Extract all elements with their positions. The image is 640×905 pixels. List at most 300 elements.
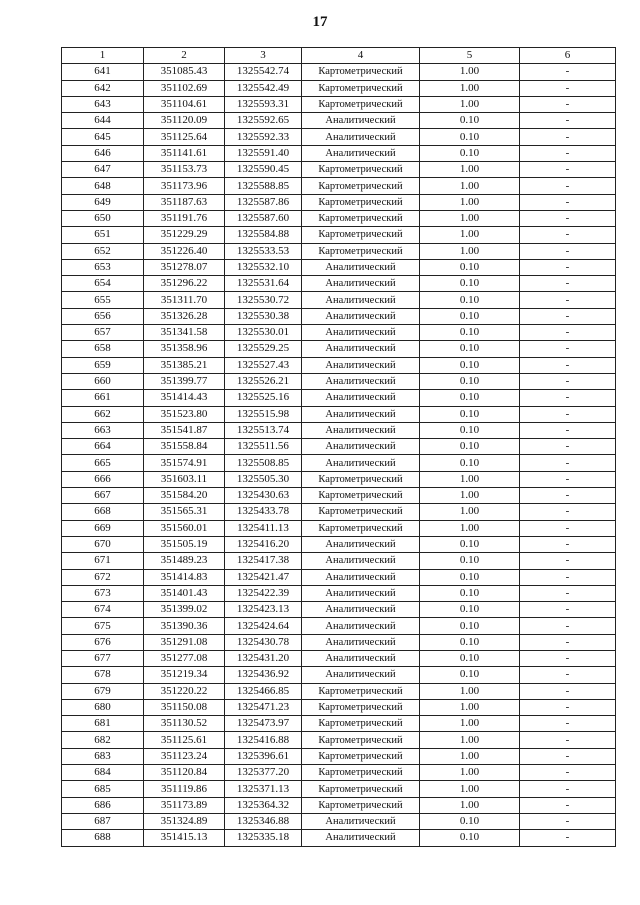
note-cell: - <box>520 373 616 389</box>
point-number-cell: 649 <box>62 194 144 210</box>
note-cell: - <box>520 634 616 650</box>
accuracy-cell: 0.10 <box>420 341 520 357</box>
accuracy-cell: 0.10 <box>420 406 520 422</box>
table-row <box>62 781 616 797</box>
x-coordinate-cell: 351130.52 <box>144 716 225 732</box>
method-cell: Аналитический <box>302 650 420 666</box>
note-cell: - <box>520 292 616 308</box>
accuracy-cell: 1.00 <box>420 243 520 259</box>
x-coordinate-cell: 351390.36 <box>144 618 225 634</box>
accuracy-cell: 0.10 <box>420 455 520 471</box>
method-cell: Картометрический <box>302 504 420 520</box>
point-number-cell: 662 <box>62 406 144 422</box>
point-number-cell: 674 <box>62 602 144 618</box>
point-number-cell: 652 <box>62 243 144 259</box>
table-row <box>62 813 616 829</box>
point-number-cell: 659 <box>62 357 144 373</box>
x-coordinate-cell: 351399.77 <box>144 373 225 389</box>
point-number-cell: 657 <box>62 325 144 341</box>
note-cell: - <box>520 276 616 292</box>
table-row <box>62 650 616 666</box>
accuracy-cell: 1.00 <box>420 96 520 112</box>
y-coordinate-cell: 1325591.40 <box>225 145 302 161</box>
table-row <box>62 797 616 813</box>
x-coordinate-cell: 351558.84 <box>144 439 225 455</box>
table-row <box>62 667 616 683</box>
point-number-cell: 655 <box>62 292 144 308</box>
point-number-cell: 673 <box>62 585 144 601</box>
method-cell: Аналитический <box>302 341 420 357</box>
accuracy-cell: 0.10 <box>420 439 520 455</box>
point-number-cell: 665 <box>62 455 144 471</box>
y-coordinate-cell: 1325466.85 <box>225 683 302 699</box>
x-coordinate-cell: 351173.96 <box>144 178 225 194</box>
note-cell: - <box>520 553 616 569</box>
y-coordinate-cell: 1325433.78 <box>225 504 302 520</box>
note-cell: - <box>520 471 616 487</box>
accuracy-cell: 1.00 <box>420 488 520 504</box>
accuracy-cell: 1.00 <box>420 520 520 536</box>
y-coordinate-cell: 1325430.78 <box>225 634 302 650</box>
method-cell: Картометрический <box>302 683 420 699</box>
note-cell: - <box>520 406 616 422</box>
point-number-cell: 679 <box>62 683 144 699</box>
point-number-cell: 648 <box>62 178 144 194</box>
accuracy-cell: 0.10 <box>420 553 520 569</box>
table-row <box>62 308 616 324</box>
point-number-cell: 667 <box>62 488 144 504</box>
point-number-cell: 644 <box>62 113 144 129</box>
table-row <box>62 390 616 406</box>
table-row <box>62 178 616 194</box>
x-coordinate-cell: 351120.09 <box>144 113 225 129</box>
table-row <box>62 373 616 389</box>
accuracy-cell: 1.00 <box>420 162 520 178</box>
y-coordinate-cell: 1325396.61 <box>225 748 302 764</box>
method-cell: Аналитический <box>302 276 420 292</box>
method-cell: Аналитический <box>302 585 420 601</box>
y-coordinate-cell: 1325430.63 <box>225 488 302 504</box>
point-number-cell: 650 <box>62 210 144 226</box>
y-coordinate-cell: 1325436.92 <box>225 667 302 683</box>
method-cell: Аналитический <box>302 813 420 829</box>
point-number-cell: 641 <box>62 64 144 80</box>
table-row <box>62 602 616 618</box>
y-coordinate-cell: 1325592.33 <box>225 129 302 145</box>
table-row <box>62 732 616 748</box>
accuracy-cell: 0.10 <box>420 650 520 666</box>
y-coordinate-cell: 1325416.88 <box>225 732 302 748</box>
table-row <box>62 162 616 178</box>
table-row <box>62 194 616 210</box>
header-row <box>62 48 616 64</box>
note-cell: - <box>520 129 616 145</box>
x-coordinate-cell: 351191.76 <box>144 210 225 226</box>
x-coordinate-cell: 351326.28 <box>144 308 225 324</box>
method-cell: Картометрический <box>302 488 420 504</box>
note-cell: - <box>520 618 616 634</box>
table-row <box>62 341 616 357</box>
x-coordinate-cell: 351296.22 <box>144 276 225 292</box>
method-cell: Аналитический <box>302 667 420 683</box>
point-number-cell: 653 <box>62 259 144 275</box>
accuracy-cell: 0.10 <box>420 129 520 145</box>
y-coordinate-cell: 1325530.38 <box>225 308 302 324</box>
table-row <box>62 830 616 846</box>
method-cell: Аналитический <box>302 536 420 552</box>
point-number-cell: 677 <box>62 650 144 666</box>
accuracy-cell: 0.10 <box>420 390 520 406</box>
y-coordinate-cell: 1325532.10 <box>225 259 302 275</box>
accuracy-cell: 1.00 <box>420 748 520 764</box>
note-cell: - <box>520 716 616 732</box>
y-coordinate-cell: 1325471.23 <box>225 699 302 715</box>
table-row <box>62 80 616 96</box>
accuracy-cell: 0.10 <box>420 618 520 634</box>
y-coordinate-cell: 1325588.85 <box>225 178 302 194</box>
y-coordinate-cell: 1325371.13 <box>225 781 302 797</box>
x-coordinate-cell: 351125.61 <box>144 732 225 748</box>
point-number-cell: 685 <box>62 781 144 797</box>
y-coordinate-cell: 1325590.45 <box>225 162 302 178</box>
note-cell: - <box>520 96 616 112</box>
accuracy-cell: 1.00 <box>420 210 520 226</box>
x-coordinate-cell: 351324.89 <box>144 813 225 829</box>
y-coordinate-cell: 1325593.31 <box>225 96 302 112</box>
y-coordinate-cell: 1325335.18 <box>225 830 302 846</box>
method-cell: Картометрический <box>302 80 420 96</box>
x-coordinate-cell: 351523.80 <box>144 406 225 422</box>
column-header-6: 6 <box>520 48 616 64</box>
method-cell: Аналитический <box>302 422 420 438</box>
column-header-3: 3 <box>225 48 302 64</box>
table-row <box>62 488 616 504</box>
method-cell: Аналитический <box>302 292 420 308</box>
accuracy-cell: 0.10 <box>420 292 520 308</box>
method-cell: Аналитический <box>302 325 420 341</box>
table-row <box>62 585 616 601</box>
method-cell: Аналитический <box>302 455 420 471</box>
method-cell: Аналитический <box>302 113 420 129</box>
accuracy-cell: 0.10 <box>420 830 520 846</box>
x-coordinate-cell: 351385.21 <box>144 357 225 373</box>
x-coordinate-cell: 351399.02 <box>144 602 225 618</box>
table-row <box>62 357 616 373</box>
method-cell: Аналитический <box>302 129 420 145</box>
point-number-cell: 682 <box>62 732 144 748</box>
accuracy-cell: 1.00 <box>420 194 520 210</box>
note-cell: - <box>520 781 616 797</box>
method-cell: Аналитический <box>302 618 420 634</box>
method-cell: Картометрический <box>302 194 420 210</box>
x-coordinate-cell: 351489.23 <box>144 553 225 569</box>
y-coordinate-cell: 1325542.74 <box>225 64 302 80</box>
method-cell: Картометрический <box>302 210 420 226</box>
x-coordinate-cell: 351120.84 <box>144 765 225 781</box>
method-cell: Аналитический <box>302 308 420 324</box>
x-coordinate-cell: 351102.69 <box>144 80 225 96</box>
x-coordinate-cell: 351565.31 <box>144 504 225 520</box>
y-coordinate-cell: 1325377.20 <box>225 765 302 781</box>
x-coordinate-cell: 351584.20 <box>144 488 225 504</box>
y-coordinate-cell: 1325529.25 <box>225 341 302 357</box>
x-coordinate-cell: 351574.91 <box>144 455 225 471</box>
point-number-cell: 675 <box>62 618 144 634</box>
accuracy-cell: 1.00 <box>420 797 520 813</box>
y-coordinate-cell: 1325346.88 <box>225 813 302 829</box>
method-cell: Аналитический <box>302 390 420 406</box>
y-coordinate-cell: 1325416.20 <box>225 536 302 552</box>
x-coordinate-cell: 351414.43 <box>144 390 225 406</box>
point-number-cell: 645 <box>62 129 144 145</box>
table-row <box>62 227 616 243</box>
note-cell: - <box>520 162 616 178</box>
y-coordinate-cell: 1325584.88 <box>225 227 302 243</box>
point-number-cell: 684 <box>62 765 144 781</box>
point-number-cell: 663 <box>62 422 144 438</box>
accuracy-cell: 1.00 <box>420 64 520 80</box>
note-cell: - <box>520 194 616 210</box>
accuracy-cell: 0.10 <box>420 276 520 292</box>
method-cell: Аналитический <box>302 569 420 585</box>
point-number-cell: 661 <box>62 390 144 406</box>
note-cell: - <box>520 813 616 829</box>
method-cell: Аналитический <box>302 830 420 846</box>
note-cell: - <box>520 797 616 813</box>
column-header-5: 5 <box>420 48 520 64</box>
point-number-cell: 683 <box>62 748 144 764</box>
table-row <box>62 439 616 455</box>
method-cell: Аналитический <box>302 373 420 389</box>
column-header-2: 2 <box>144 48 225 64</box>
x-coordinate-cell: 351358.96 <box>144 341 225 357</box>
point-number-cell: 678 <box>62 667 144 683</box>
accuracy-cell: 1.00 <box>420 732 520 748</box>
x-coordinate-cell: 351173.89 <box>144 797 225 813</box>
point-number-cell: 687 <box>62 813 144 829</box>
table-row <box>62 748 616 764</box>
accuracy-cell: 0.10 <box>420 602 520 618</box>
accuracy-cell: 1.00 <box>420 178 520 194</box>
y-coordinate-cell: 1325473.97 <box>225 716 302 732</box>
x-coordinate-cell: 351220.22 <box>144 683 225 699</box>
note-cell: - <box>520 390 616 406</box>
x-coordinate-cell: 351291.08 <box>144 634 225 650</box>
table-row <box>62 634 616 650</box>
accuracy-cell: 1.00 <box>420 471 520 487</box>
note-cell: - <box>520 699 616 715</box>
y-coordinate-cell: 1325364.32 <box>225 797 302 813</box>
method-cell: Аналитический <box>302 259 420 275</box>
y-coordinate-cell: 1325530.01 <box>225 325 302 341</box>
method-cell: Картометрический <box>302 765 420 781</box>
y-coordinate-cell: 1325587.60 <box>225 210 302 226</box>
method-cell: Аналитический <box>302 602 420 618</box>
point-number-cell: 676 <box>62 634 144 650</box>
accuracy-cell: 0.10 <box>420 308 520 324</box>
x-coordinate-cell: 351401.43 <box>144 585 225 601</box>
x-coordinate-cell: 351560.01 <box>144 520 225 536</box>
method-cell: Картометрический <box>302 178 420 194</box>
y-coordinate-cell: 1325527.43 <box>225 357 302 373</box>
method-cell: Картометрический <box>302 520 420 536</box>
y-coordinate-cell: 1325423.13 <box>225 602 302 618</box>
x-coordinate-cell: 351226.40 <box>144 243 225 259</box>
table-row <box>62 455 616 471</box>
accuracy-cell: 1.00 <box>420 227 520 243</box>
note-cell: - <box>520 357 616 373</box>
point-number-cell: 669 <box>62 520 144 536</box>
method-cell: Картометрический <box>302 716 420 732</box>
point-number-cell: 681 <box>62 716 144 732</box>
point-number-cell: 680 <box>62 699 144 715</box>
y-coordinate-cell: 1325511.56 <box>225 439 302 455</box>
method-cell: Картометрический <box>302 243 420 259</box>
note-cell: - <box>520 439 616 455</box>
table-row <box>62 471 616 487</box>
table-row <box>62 113 616 129</box>
table-row <box>62 210 616 226</box>
column-header-1: 1 <box>62 48 144 64</box>
note-cell: - <box>520 227 616 243</box>
y-coordinate-cell: 1325587.86 <box>225 194 302 210</box>
method-cell: Картометрический <box>302 797 420 813</box>
table-row <box>62 406 616 422</box>
method-cell: Аналитический <box>302 145 420 161</box>
y-coordinate-cell: 1325417.38 <box>225 553 302 569</box>
accuracy-cell: 0.10 <box>420 585 520 601</box>
y-coordinate-cell: 1325592.65 <box>225 113 302 129</box>
table-row <box>62 422 616 438</box>
table-row <box>62 259 616 275</box>
table-row <box>62 520 616 536</box>
accuracy-cell: 0.10 <box>420 536 520 552</box>
point-number-cell: 660 <box>62 373 144 389</box>
x-coordinate-cell: 351104.61 <box>144 96 225 112</box>
point-number-cell: 651 <box>62 227 144 243</box>
method-cell: Картометрический <box>302 227 420 243</box>
table-row <box>62 553 616 569</box>
x-coordinate-cell: 351505.19 <box>144 536 225 552</box>
note-cell: - <box>520 748 616 764</box>
accuracy-cell: 0.10 <box>420 357 520 373</box>
point-number-cell: 642 <box>62 80 144 96</box>
accuracy-cell: 0.10 <box>420 422 520 438</box>
table-row <box>62 276 616 292</box>
note-cell: - <box>520 80 616 96</box>
point-number-cell: 658 <box>62 341 144 357</box>
note-cell: - <box>520 667 616 683</box>
table-row <box>62 325 616 341</box>
y-coordinate-cell: 1325531.64 <box>225 276 302 292</box>
x-coordinate-cell: 351414.83 <box>144 569 225 585</box>
x-coordinate-cell: 351187.63 <box>144 194 225 210</box>
table-row <box>62 618 616 634</box>
accuracy-cell: 0.10 <box>420 325 520 341</box>
table-row <box>62 699 616 715</box>
method-cell: Аналитический <box>302 357 420 373</box>
x-coordinate-cell: 351219.34 <box>144 667 225 683</box>
note-cell: - <box>520 64 616 80</box>
note-cell: - <box>520 178 616 194</box>
y-coordinate-cell: 1325515.98 <box>225 406 302 422</box>
point-number-cell: 646 <box>62 145 144 161</box>
x-coordinate-cell: 351125.64 <box>144 129 225 145</box>
note-cell: - <box>520 145 616 161</box>
y-coordinate-cell: 1325424.64 <box>225 618 302 634</box>
accuracy-cell: 0.10 <box>420 667 520 683</box>
point-number-cell: 643 <box>62 96 144 112</box>
note-cell: - <box>520 210 616 226</box>
accuracy-cell: 1.00 <box>420 781 520 797</box>
note-cell: - <box>520 422 616 438</box>
point-number-cell: 664 <box>62 439 144 455</box>
method-cell: Картометрический <box>302 471 420 487</box>
page-number: 17 <box>312 14 328 30</box>
table-row <box>62 683 616 699</box>
x-coordinate-cell: 351085.43 <box>144 64 225 80</box>
table-row <box>62 569 616 585</box>
y-coordinate-cell: 1325513.74 <box>225 422 302 438</box>
accuracy-cell: 0.10 <box>420 113 520 129</box>
note-cell: - <box>520 455 616 471</box>
point-number-cell: 671 <box>62 553 144 569</box>
table-row <box>62 504 616 520</box>
x-coordinate-cell: 351141.61 <box>144 145 225 161</box>
table-row <box>62 96 616 112</box>
x-coordinate-cell: 351603.11 <box>144 471 225 487</box>
accuracy-cell: 1.00 <box>420 683 520 699</box>
note-cell: - <box>520 569 616 585</box>
y-coordinate-cell: 1325526.21 <box>225 373 302 389</box>
point-number-cell: 654 <box>62 276 144 292</box>
accuracy-cell: 1.00 <box>420 80 520 96</box>
note-cell: - <box>520 243 616 259</box>
point-number-cell: 688 <box>62 830 144 846</box>
method-cell: Аналитический <box>302 406 420 422</box>
accuracy-cell: 1.00 <box>420 699 520 715</box>
note-cell: - <box>520 683 616 699</box>
accuracy-cell: 1.00 <box>420 716 520 732</box>
note-cell: - <box>520 585 616 601</box>
method-cell: Аналитический <box>302 634 420 650</box>
note-cell: - <box>520 536 616 552</box>
x-coordinate-cell: 351229.29 <box>144 227 225 243</box>
x-coordinate-cell: 351277.08 <box>144 650 225 666</box>
x-coordinate-cell: 351153.73 <box>144 162 225 178</box>
column-header-4: 4 <box>302 48 420 64</box>
note-cell: - <box>520 504 616 520</box>
accuracy-cell: 0.10 <box>420 259 520 275</box>
note-cell: - <box>520 602 616 618</box>
note-cell: - <box>520 732 616 748</box>
note-cell: - <box>520 341 616 357</box>
table-row <box>62 129 616 145</box>
accuracy-cell: 0.10 <box>420 373 520 389</box>
point-number-cell: 656 <box>62 308 144 324</box>
y-coordinate-cell: 1325505.30 <box>225 471 302 487</box>
table-row <box>62 145 616 161</box>
note-cell: - <box>520 520 616 536</box>
y-coordinate-cell: 1325422.39 <box>225 585 302 601</box>
point-number-cell: 647 <box>62 162 144 178</box>
y-coordinate-cell: 1325542.49 <box>225 80 302 96</box>
y-coordinate-cell: 1325533.53 <box>225 243 302 259</box>
coordinates-table <box>61 47 616 847</box>
x-coordinate-cell: 351278.07 <box>144 259 225 275</box>
method-cell: Картометрический <box>302 96 420 112</box>
table-row <box>62 64 616 80</box>
